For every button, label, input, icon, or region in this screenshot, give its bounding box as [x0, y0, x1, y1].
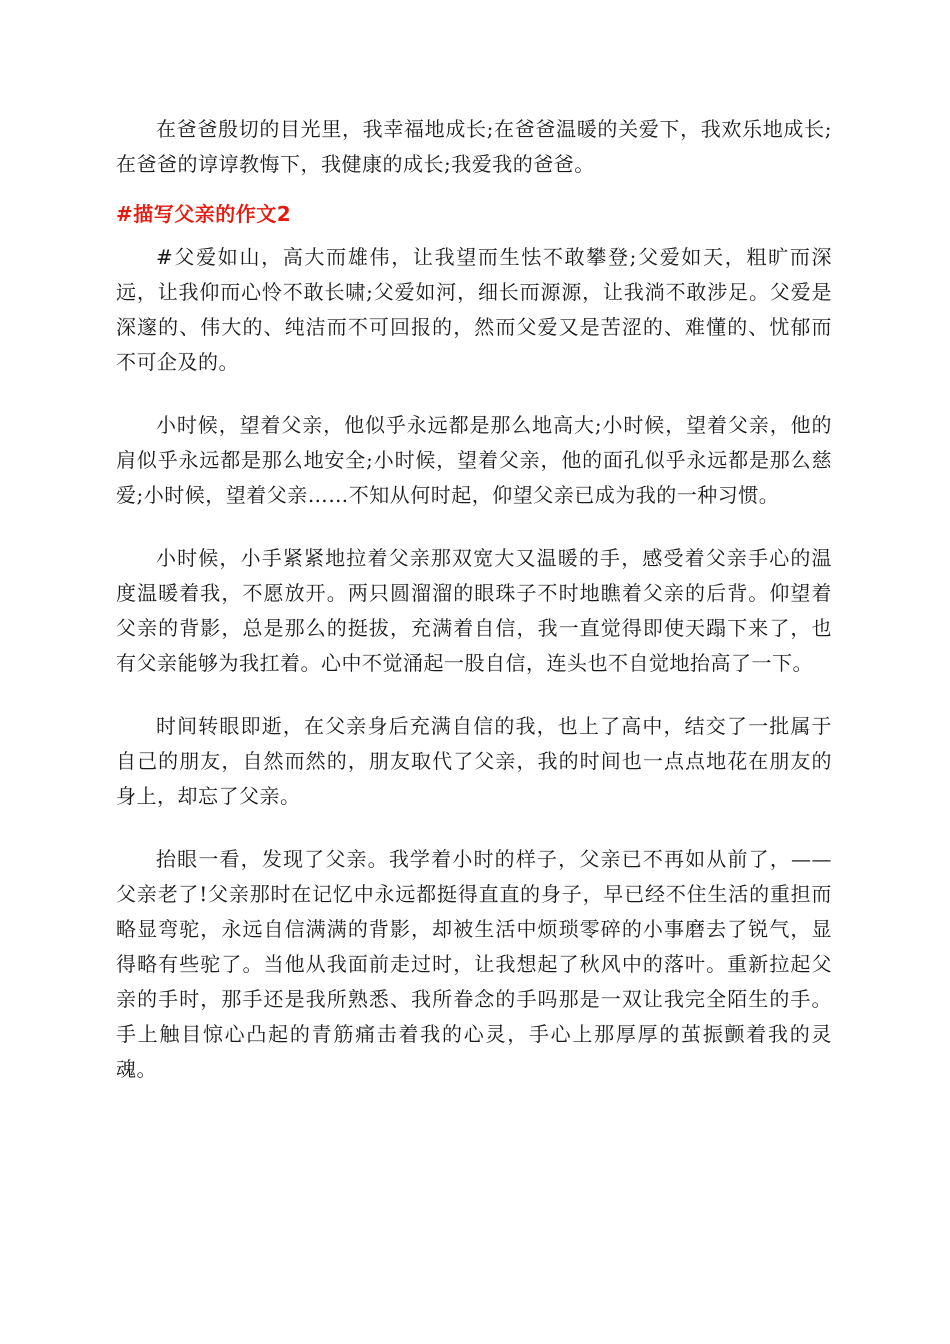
document-page	[116, 112, 832, 1087]
body-paragraph: #父爱如山，高大而雄伟，让我望而生怯不敢攀登;父爱如天，粗旷而深远，让我仰而心怜不敢长啸;父爱如河，细长而源源，让我淌不敢涉足。父爱是深邃的、伟大的、纯洁而不可回报的，然而父爱又是苦涩的、难懂的、忧郁而不可企及的。	[116, 245, 832, 374]
body-paragraph: 抬眼一看，发现了父亲。我学着小时的样子，父亲已不再如从前了，——父亲老了!父亲那时在记忆中永远都挺得直直的身子，早已经不住生活的重担而略显弯驼，永远自信满满的背影，却被生活中烦琐零碎的小事磨去了锐气，显得略有些驼了。当他从我面前走过时，让我想起了秋风中的落叶。重新拉起父亲的手时，那手还是我所熟悉、我所眷念的手吗那是一双让我完全陌生的手。手上触目惊心凸起的青筋痛击着我的心灵，手心上那厚厚的茧振颤着我的灵魂。	[116, 847, 832, 1081]
intro-paragraph: 在爸爸殷切的目光里，我幸福地成长;在爸爸温暖的关爱下，我欢乐地成长;在爸爸的谆谆教悔下，我健康的成长;我爱我的爸爸。	[116, 117, 832, 176]
body-paragraph: 小时候，小手紧紧地拉着父亲那双宽大又温暖的手，感受着父亲手心的温度温暖着我，不愿放开。两只圆溜溜的眼珠子不时地瞧着父亲的后背。仰望着父亲的背影，总是那么的挺拔，充满着自信，我一直觉得即使天蹋下来了，也有父亲能够为我扛着。心中不觉涌起一股自信，连头也不自觉地抬高了一下。	[116, 546, 832, 675]
body-paragraph: 小时候，望着父亲，他似乎永远都是那么地高大;小时候，望着父亲，他的肩似乎永远都是那么地安全;小时候，望着父亲，他的面孔似乎永远都是那么慈爱;小时候，望着父亲……不知从何时起，仰望父亲已成为我的一种习惯。	[116, 413, 832, 507]
section-heading: #描写父亲的作文2	[116, 202, 292, 226]
body-paragraph: 时间转眼即逝，在父亲身后充满自信的我，也上了高中，结交了一批属于自己的朋友，自然而然的，朋友取代了父亲，我的时间也一点点地花在朋友的身上，却忘了父亲。	[116, 714, 832, 808]
